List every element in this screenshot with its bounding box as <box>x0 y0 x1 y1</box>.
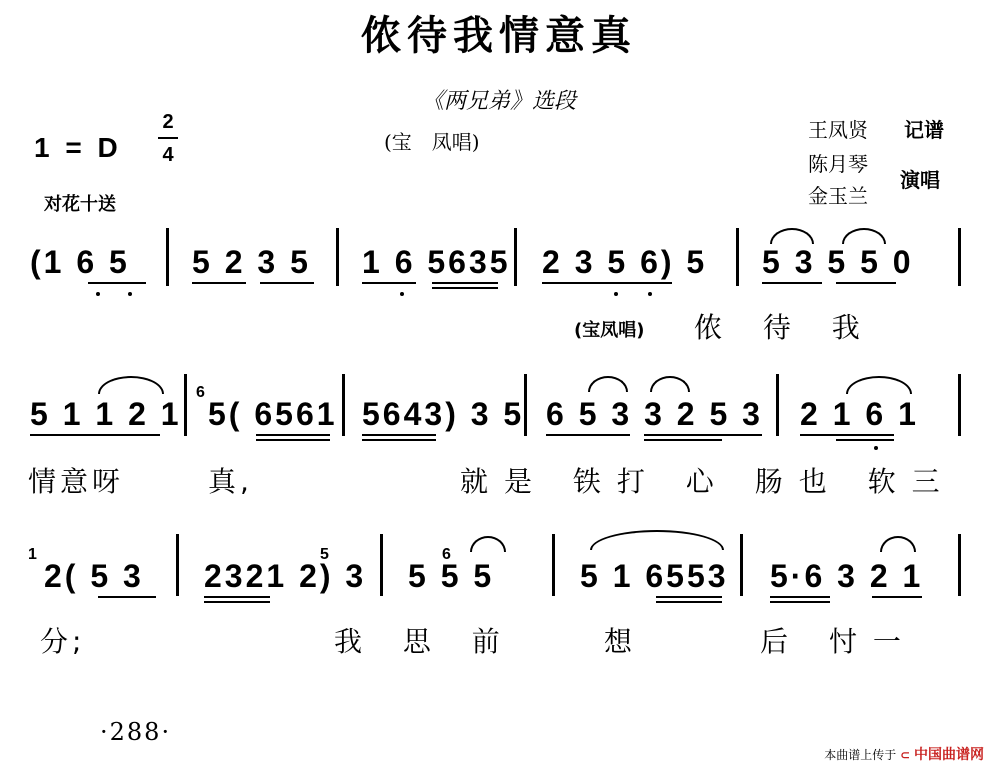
measure: 2321 2) 3 <box>204 558 367 594</box>
beam-underline <box>762 282 822 284</box>
lyrics: 分; <box>40 625 86 658</box>
song-title: 侬待我情意真 <box>361 13 637 59</box>
performer-name-1: 陈月琴 <box>808 152 868 176</box>
song-subtitle: 《两兄弟》选段 <box>421 89 576 114</box>
grace-note: 1 <box>28 546 37 563</box>
barline <box>380 534 383 596</box>
barline <box>552 534 555 596</box>
beam-underline <box>656 596 722 598</box>
beam-underline <box>88 282 146 284</box>
beam-underline <box>204 601 270 603</box>
key-signature: 1 = D <box>34 132 122 163</box>
measure: 5 3 5 5 0 <box>762 244 914 280</box>
slur <box>470 536 506 552</box>
barline <box>342 374 345 436</box>
footer-brand-link[interactable]: 中国曲谱网 <box>914 747 984 763</box>
time-signature-bottom: 4 <box>162 144 174 166</box>
lyrics: 我 思 前 <box>334 625 516 658</box>
beam-underline <box>192 282 246 284</box>
slur <box>590 530 724 550</box>
measure: 1 6 5635 <box>362 244 511 280</box>
lyrics: 侬 待 我 <box>694 311 876 344</box>
beam-underline <box>836 439 894 441</box>
time-signature-top: 2 <box>162 111 174 133</box>
measure: 5 5 5 <box>408 558 495 594</box>
beam-underline <box>644 434 762 436</box>
barline <box>958 374 961 436</box>
beam-underline <box>542 282 672 284</box>
performer-name-2: 金玉兰 <box>808 184 868 208</box>
grace-note: 5 <box>320 546 329 563</box>
measure: 2( 5 3 <box>44 558 144 594</box>
beam-underline <box>770 596 830 598</box>
time-signature-divider <box>158 137 178 139</box>
low-octave-dot <box>874 446 878 450</box>
barline <box>776 374 779 436</box>
measure: 5 1 1 2 1 <box>30 396 182 432</box>
barline <box>166 228 169 286</box>
beam-underline <box>770 601 830 603</box>
low-octave-dot <box>400 292 404 296</box>
measure: 2 1 6 1 <box>800 396 919 432</box>
brand-logo-icon: ⊂ <box>900 748 911 762</box>
slur <box>880 536 916 552</box>
beam-underline <box>800 434 894 436</box>
barline <box>958 228 961 286</box>
measure: 5·6 3 2 1 <box>770 558 924 594</box>
beam-underline <box>872 596 922 598</box>
barline <box>176 534 179 596</box>
beam-underline <box>30 434 160 436</box>
beam-underline <box>432 282 498 284</box>
beam-underline <box>362 439 436 441</box>
slur <box>770 228 814 244</box>
low-octave-dot <box>96 292 100 296</box>
lyrics: 后 忖一 <box>760 625 917 658</box>
measure: 5 2 3 5 <box>192 244 311 280</box>
site-footer[interactable] <box>824 744 984 764</box>
barline <box>514 228 517 286</box>
barline <box>336 228 339 286</box>
beam-underline <box>204 596 270 598</box>
tune-style: 对花十送 <box>44 194 116 215</box>
page-number: ·288· <box>100 718 172 746</box>
singer-note: (宝 凤唱) <box>384 130 480 154</box>
transcriber-role: 记谱 <box>904 118 944 142</box>
slur <box>98 376 164 394</box>
beam-underline <box>362 282 416 284</box>
transcriber-name: 王凤贤 <box>808 118 868 142</box>
measure: 5( 6561 <box>208 396 338 432</box>
slur <box>588 376 628 392</box>
measure: 5 1 6553 <box>580 558 729 594</box>
barline <box>740 534 743 596</box>
lyrics: 情意呀 <box>28 465 125 498</box>
measure: 2 3 5 6) 5 <box>542 244 708 280</box>
beam-underline <box>656 601 722 603</box>
beam-underline <box>432 287 498 289</box>
slur <box>846 376 912 394</box>
grace-note: 6 <box>196 384 205 401</box>
barline <box>184 374 187 436</box>
beam-underline <box>362 434 436 436</box>
beam-underline <box>836 282 896 284</box>
performer-role: 演唱 <box>900 168 940 192</box>
low-octave-dot <box>648 292 652 296</box>
beam-underline <box>260 282 314 284</box>
barline <box>524 374 527 436</box>
barline <box>958 534 961 596</box>
measure: 5643) 3 5 <box>362 396 525 432</box>
beam-underline <box>546 434 630 436</box>
beam-underline <box>98 596 156 598</box>
lyrics: 真, <box>208 465 253 498</box>
beam-underline <box>644 439 722 441</box>
footer-text: 本曲谱上传于 <box>824 748 897 762</box>
low-octave-dot <box>614 292 618 296</box>
slur <box>842 228 886 244</box>
lyrics: 就是 铁打 心 肠也 软三 <box>460 465 956 498</box>
measure: (1 6 5 <box>30 244 130 280</box>
beam-underline <box>256 434 330 436</box>
barline <box>736 228 739 286</box>
low-octave-dot <box>128 292 132 296</box>
slur <box>650 376 690 392</box>
beam-underline <box>256 439 330 441</box>
lyrics: 想 <box>604 625 649 658</box>
time-signature <box>158 112 178 165</box>
measure: 6 5 3 3 2 5 3 <box>546 396 763 432</box>
lyric-singer-label: (宝凤唱) <box>574 320 645 341</box>
grace-note: 6 <box>442 546 451 563</box>
